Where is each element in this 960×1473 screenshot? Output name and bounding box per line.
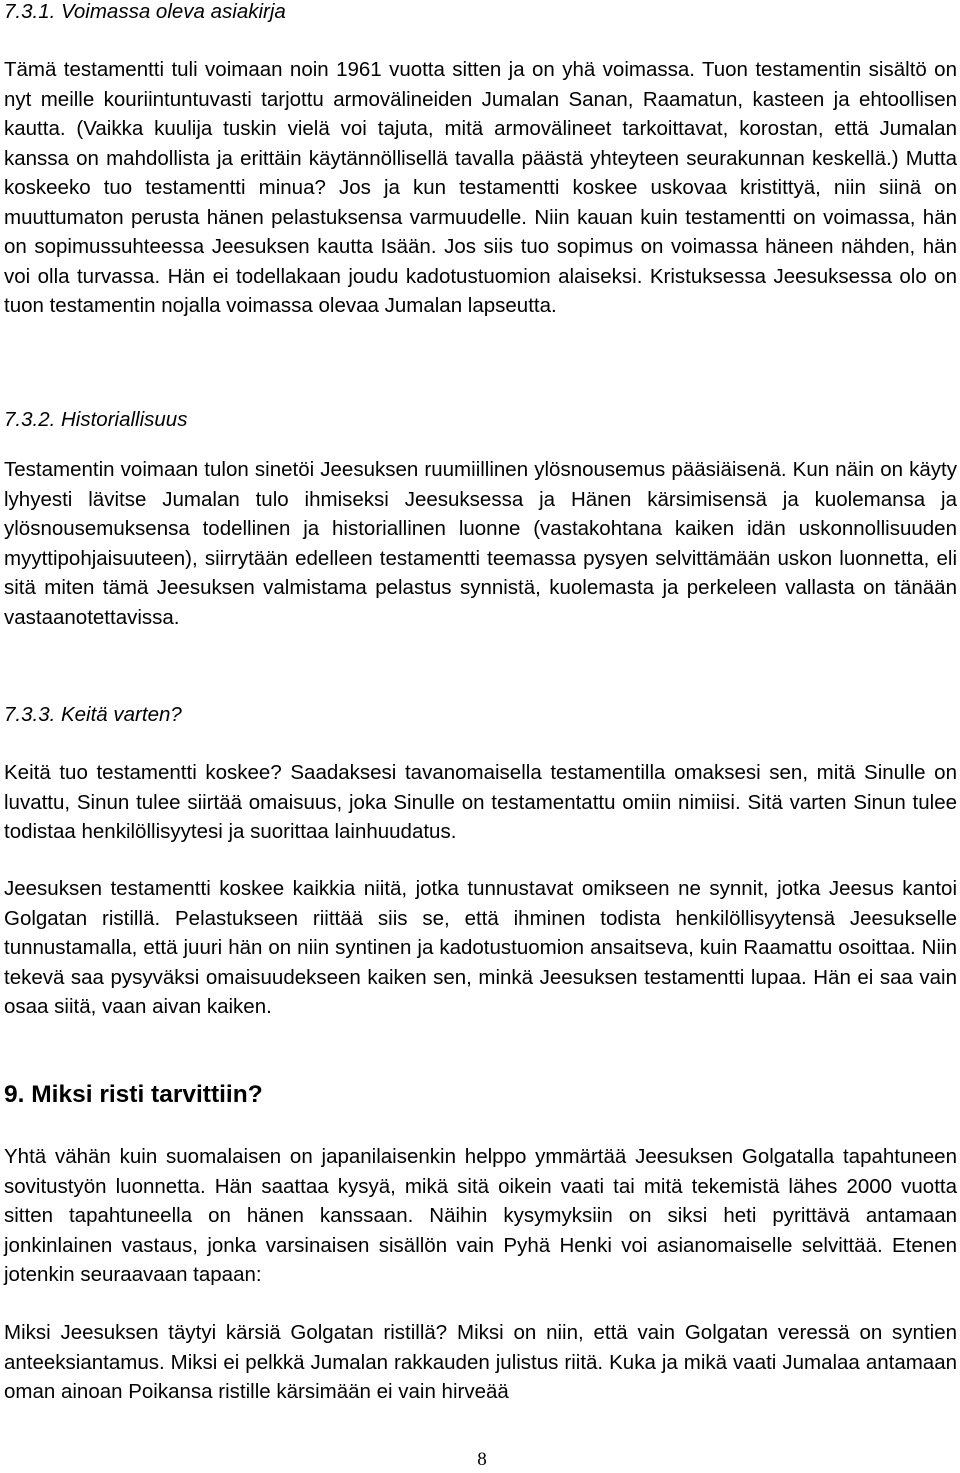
paragraph-historicity: Testamentin voimaan tulon sinetöi Jeesuksen ruumiillinen ylösnousemus pääsiäisenä. Kun näin on käyty lyhyesti lävitse Jumalan tulo ihmiseksi Jeesuksessa ja Hänen kärsimisensä ja kuolemansa ja ylösnousemuksensa todellinen ja historiallinen luonne (vastakohtana kaiken idän uskonnollisuuden myyttipohjaisuuteen), siirrytään edelleen testamentti teemassa pysyen selvittämään uskon luonnetta, eli sitä miten tämä Jeesuksen valmistama pelastus synnistä, kuolemasta ja perkeleen vallasta on tänään vastaanotettavissa. bbox=[4, 458, 957, 629]
paragraph-for-whom-1: Keitä tuo testamentti koskee? Saadaksesi tavanomaisella testamentilla omaksesi sen, mitä Sinulle on luvattu, Sinun tulee siirtää omaisuus, joka Sinulle on testamentattu omiin nimiisi. Sitä varten Sinun tulee todistaa henkilöllisyytesi ja suorittaa lainhuudatus. bbox=[4, 761, 957, 843]
chapter-heading-9: 9. Miksi risti tarvittiin? bbox=[4, 1081, 263, 1108]
paragraph-for-whom-2: Jeesuksen testamentti koskee kaikkia niitä, jotka tunnustavat omikseen ne synnit, jotka Jeesus kantoi Golgatan ristillä. Pelastukseen riittää siis se, että ihminen todista henkilöllisyytensä Jeesukselle tunnustamalla, että juuri hän on niin syntinen ja kadotustuomion ansaitseva, kuin Raamattu osoittaa. Niin tekevä saa pysyväksi omaisuudekseen kaiken sen, minkä Jeesuksen testamentti lupaa. Hän ei saa vain osaa siitä, vaan aivan kaiken. bbox=[4, 877, 957, 1018]
paragraph-valid-document: Tämä testamentti tuli voimaan noin 1961 vuotta sitten ja on yhä voimassa. Tuon testamentin sisältö on nyt meille kouriintuntuvasti tarjottu armovälineiden Jumalan Sanan, Raamatun, kasteen ja ehtoollisen kautta. (Vaikka kuulija tuskin vielä voi tajuta, mitä armovälineet tarkoittavat, korostan, että Jumalan kanssa on mahdollista ja erittäin käytännöllisellä tavalla päästä yhteyteen seurakunnan keskellä.) Mutta koskeeko tuo testamentti minua? Jos ja kun testamentti koskee uskovaa kristittyä, niin siinä on muuttumaton perusta hänen pelastuksensa varmuudelle. Niin kauan kuin testamentti on voimassa, hän on sopimussuhteessa Jeesuksen kautta Isään. Jos siis tuo sopimus on voimassa häneen nähden, hän voi olla turvassa. Hän ei todellakaan joudu kadotustuomion alaiseksi. Kristuksessa Jeesuksessa olo on tuon testamentin nojalla voimassa olevaa Jumalan lapseutta. bbox=[4, 58, 957, 317]
page-number: 8 bbox=[477, 1449, 487, 1470]
section-heading-7-3-2: 7.3.2. Historiallisuus bbox=[4, 408, 188, 431]
paragraph-why-cross-2: Miksi Jeesuksen täytyi kärsiä Golgatan ristillä? Miksi on niin, että vain Golgatan veressä on syntien anteeksiantamus. Miksi ei pelkkä Jumalan rakkauden julistus riitä. Kuka ja mikä vaati Jumalaa antamaan oman ainoan Poikansa ristille kärsimään ei vain hirveää bbox=[4, 1321, 957, 1403]
section-heading-7-3-1: 7.3.1. Voimassa oleva asiakirja bbox=[4, 0, 286, 23]
section-heading-7-3-3: 7.3.3. Keitä varten? bbox=[4, 703, 182, 726]
paragraph-why-cross-1: Yhtä vähän kuin suomalaisen on japanilaisenkin helppo ymmärtää Jeesuksen Golgatalla tapahtuneen sovitustyön luonnetta. Hän saattaa kysyä, mikä sitä oikein vaati tai mitä tekemistä lähes 2000 vuotta sitten tapahtuneella on hänen kanssaan. Näihin kysymyksiin on siksi heti pyrittävä antamaan jonkinlainen vastaus, jonka varsinaisen sisällön vain Pyhä Henki voi asianomaiselle selvittää. Etenen jotenkin seuraavaan tapaan: bbox=[4, 1145, 957, 1286]
